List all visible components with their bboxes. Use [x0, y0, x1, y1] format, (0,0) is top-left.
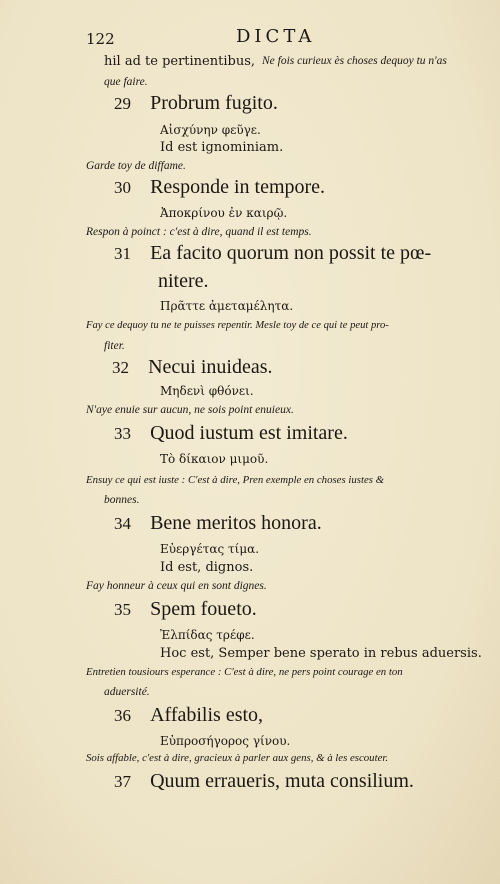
maxim-number: 33	[114, 424, 131, 443]
maxim-number: 32	[112, 358, 129, 377]
greek-line: Μηδενὶ φθόνει.	[160, 384, 254, 398]
french-line: Garde toy de diffame.	[86, 160, 186, 172]
maxim-text: Quod iustum est imitare.	[150, 422, 348, 444]
greek-line: Εὐπροσήγορος γίνου.	[160, 734, 291, 748]
maxim-text: Ea facito quorum non possit te pœ-	[150, 242, 432, 264]
maxim-number: 36	[114, 706, 131, 725]
maxim-number: 34	[114, 514, 131, 533]
maxim-text: Bene meritos honora.	[150, 512, 322, 534]
maxim-text: Necui inuideas.	[148, 356, 273, 378]
maxim-29	[114, 92, 278, 115]
french-line: Ensuy ce qui est iuste : C'est à dire, Pren exemple en choses iustes &	[86, 474, 385, 486]
greek-line: Αἰσχύνην φεῦγε.	[160, 123, 261, 137]
french-line: aduersité.	[104, 686, 150, 698]
french-line: Fay ce dequoy tu ne te puisses repentir. Mesle toy de ce qui te peut pro-	[86, 320, 389, 331]
maxim-text: Affabilis esto,	[150, 704, 264, 726]
french-line: Sois affable, c'est à dire, gracieux à parler aux gens, & à les escouter.	[86, 752, 389, 764]
maxim-number: 31	[114, 244, 131, 263]
maxim-32	[112, 356, 273, 379]
french-line: fiter.	[104, 340, 125, 352]
maxim-37	[114, 770, 414, 793]
french-line: bonnes.	[104, 494, 140, 506]
greek-line: Ἀποκρίνου ἐν καιρῷ.	[160, 206, 288, 220]
french-line: Fay honneur à ceux qui en sont dignes.	[86, 580, 267, 592]
maxim-number: 37	[114, 772, 131, 791]
text-line: hil ad te pertinentibus,	[104, 54, 256, 69]
maxim-36	[114, 704, 263, 727]
page-header	[86, 26, 416, 48]
running-head: DICTA	[236, 26, 316, 47]
maxim-text: Spem foueto.	[150, 598, 257, 620]
maxim-35	[114, 598, 257, 621]
maxim-30	[114, 176, 325, 199]
latin-line: Hoc est, Semper bene sperato in rebus aduersis.	[160, 646, 482, 661]
french-line: N'aye enuie sur aucun, ne sois point enuieux.	[86, 404, 294, 416]
greek-line: Τὸ δίκαιον μιμοῦ.	[160, 452, 269, 466]
maxim-text: Responde in tempore.	[150, 176, 326, 198]
maxim-number: 29	[114, 94, 131, 113]
french-line: que faire.	[104, 76, 148, 88]
maxim-continuation: nitere.	[158, 270, 209, 292]
maxim-34	[114, 512, 322, 535]
greek-line: Εὐεργέτας τίμα.	[160, 542, 260, 556]
french-line: Entretien tousiours esperance : C'est à dire, ne pers point courage en ton	[86, 666, 403, 678]
latin-line: Id est ignominiam.	[160, 140, 284, 155]
maxim-31	[114, 242, 431, 265]
greek-line: Πρᾶττε ἀμεταμέλητα.	[160, 299, 294, 313]
maxim-number: 35	[114, 600, 131, 619]
french-line: Ne fois curieux ès choses dequoy tu n'as	[262, 55, 447, 67]
maxim-text: Quum erraueris, muta consilium.	[150, 770, 414, 792]
maxim-33	[114, 422, 348, 445]
page-number: 122	[86, 30, 115, 48]
french-line: Respon à poinct : c'est à dire, quand il est temps.	[86, 226, 312, 238]
maxim-number: 30	[114, 178, 131, 197]
greek-line: Ἐλπίδας τρέφε.	[160, 628, 255, 642]
latin-line: Id est, dignos.	[160, 560, 254, 575]
maxim-text: Probrum fugito.	[150, 92, 278, 114]
